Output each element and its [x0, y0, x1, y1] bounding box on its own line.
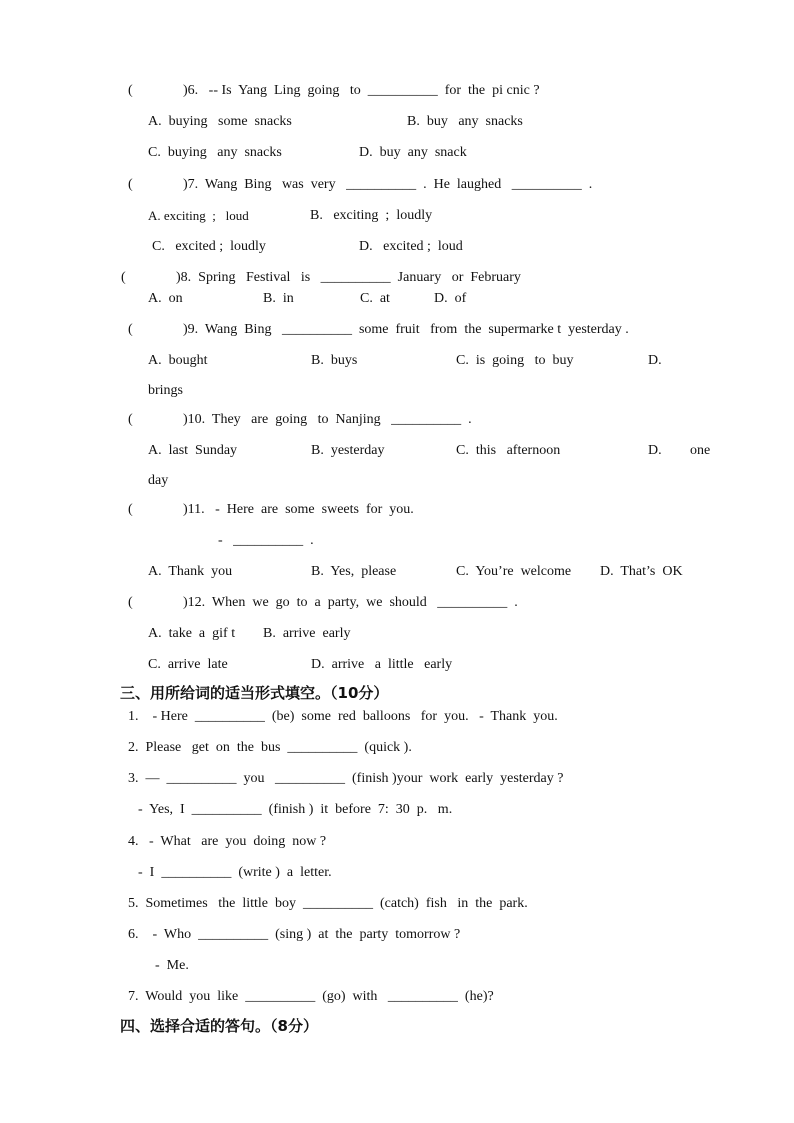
s3-line-2: 2. Please get on the bus __________ (quick ). [128, 740, 412, 755]
q6-option-b: B. buy any snacks [407, 114, 523, 129]
s3-line-4: 4. - What are you doing now ? [128, 834, 327, 849]
q7-stem: )7. Wang Bing was very __________ . He laughed __________ . [183, 177, 593, 192]
q11-option-a: A. Thank you [148, 564, 233, 579]
s3-line-4-reply: - I __________ (write ) a letter. [138, 865, 332, 880]
q10-option-d-word: one [690, 443, 711, 458]
section-3-heading: 三、用所给词的适当形式填空。（10分） [120, 684, 389, 702]
q11-paren: ( [128, 502, 133, 517]
q9-option-b: B. buys [311, 353, 358, 368]
q9-paren: ( [128, 322, 133, 337]
section-4-heading: 四、选择合适的答句。（8分） [120, 1017, 318, 1035]
q10-option-d-letter: D. [648, 443, 662, 458]
q9-option-c: C. is going to buy [456, 353, 574, 368]
q12-option-c: C. arrive late [148, 657, 228, 672]
q7-option-a: A. exciting ; loud [148, 208, 249, 223]
s3-line-1: 1. - Here __________ (be) some red balloons for you. - Thank you. [128, 709, 558, 724]
q8-option-d: D. of [434, 291, 467, 306]
s3-line-6-reply: - Me. [155, 958, 189, 973]
q12-option-b: B. arrive early [263, 626, 351, 641]
q9-option-a: A. bought [148, 353, 208, 368]
q6-option-a: A. buying some snacks [148, 114, 292, 129]
q9-option-d-text: brings [148, 383, 183, 398]
q8-option-c: C. at [360, 291, 390, 306]
q7-option-d: D. excited ; loud [359, 239, 463, 254]
q10-option-c: C. this afternoon [456, 443, 561, 458]
q8-option-b: B. in [263, 291, 294, 306]
q6-paren: ( [128, 83, 133, 98]
q12-stem: )12. When we go to a party, we should __________ . [183, 595, 518, 610]
q11-stem: )11. - Here are some sweets for you. [183, 502, 414, 517]
s3-line-3: 3. — __________ you __________ (finish )your work early yesterday ? [128, 771, 564, 786]
q10-paren: ( [128, 412, 133, 427]
q6-option-d: D. buy any snack [359, 145, 467, 160]
q7-paren: ( [128, 177, 133, 192]
q6-stem: )6. -- Is Yang Ling going to __________ for the pi cnic ? [183, 83, 540, 98]
s3-line-5: 5. Sometimes the little boy __________ (catch) fish in the park. [128, 896, 528, 911]
q11-option-b: B. Yes, please [311, 564, 397, 579]
q11-option-d: D. That’s OK [600, 564, 683, 579]
q7-option-b: B. exciting ; loudly [310, 208, 433, 223]
s3-line-6: 6. - Who __________ (sing ) at the party tomorrow ? [128, 927, 461, 942]
s3-line-3-reply: - Yes, I __________ (finish ) it before 7: 30 p. m. [138, 802, 453, 817]
q8-paren: ( [121, 270, 126, 285]
q6-option-c: C. buying any snacks [148, 145, 282, 160]
q10-option-a: A. last Sunday [148, 443, 238, 458]
q8-option-a: A. on [148, 291, 183, 306]
q10-stem: )10. They are going to Nanjing __________ . [183, 412, 472, 427]
q11-option-c: C. You’re welcome [456, 564, 572, 579]
s3-line-7: 7. Would you like __________ (go) with __________ (he)? [128, 989, 494, 1004]
q10-option-b: B. yesterday [311, 443, 385, 458]
q10-option-d-text: day [148, 473, 169, 488]
q12-paren: ( [128, 595, 133, 610]
q8-stem: )8. Spring Festival is __________ January or February [176, 270, 521, 285]
q12-option-a: A. take a gif t [148, 626, 236, 641]
q7-option-c: C. excited ; loudly [152, 239, 266, 254]
q9-option-d-letter: D. [648, 353, 662, 368]
q12-option-d: D. arrive a little early [311, 657, 453, 672]
q9-stem: )9. Wang Bing __________ some fruit from the supermarke t yesterday . [183, 322, 629, 337]
q11-reply: - __________ . [218, 533, 314, 548]
